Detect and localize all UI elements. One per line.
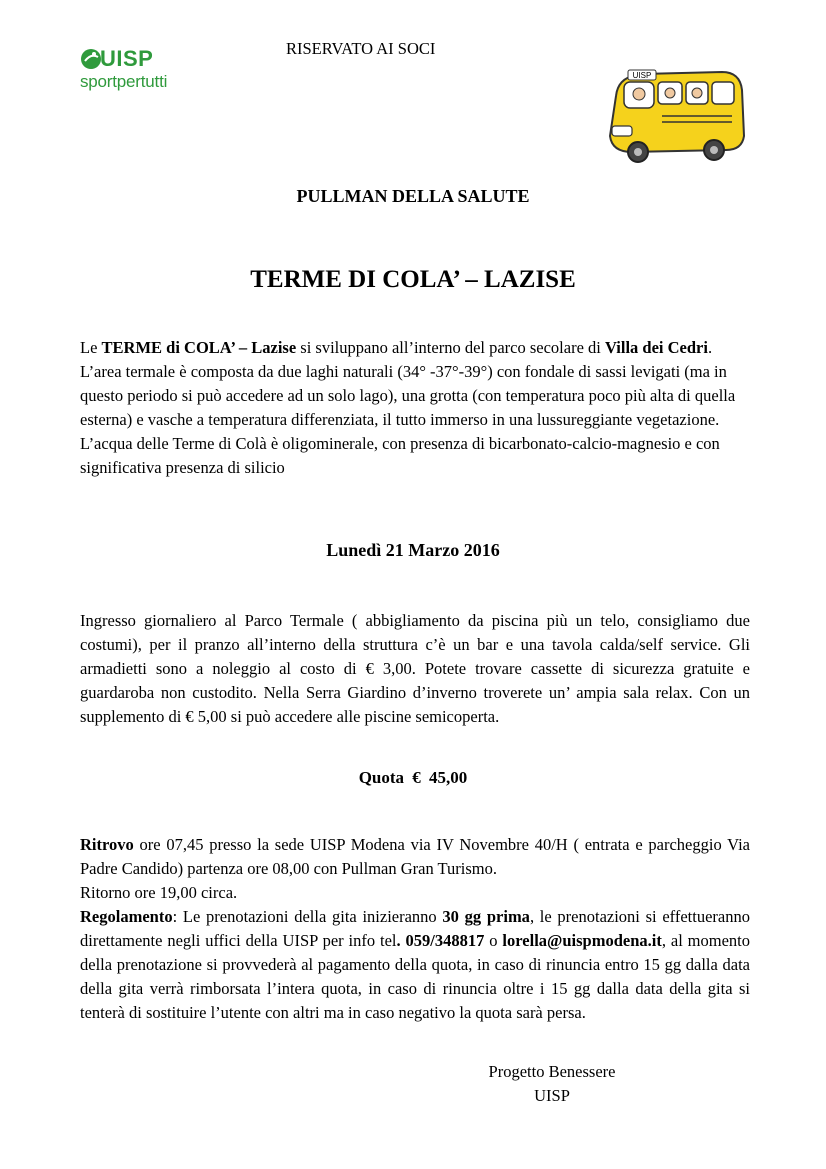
school-bus-icon [602, 66, 748, 166]
ritrovo-label: Ritrovo [80, 835, 134, 854]
rules-text-4: , al momento della prenotazione si provvederà al pagamento della quota, in caso di rinuncia entro 15 gg dalla data della gita verrà rimborsata l’intera quota, in caso di rinuncia oltre i 15 gg dalla data della gita si tenterà di sostituire l’utente con altri ma in caso negativo la quota sarà persa. [80, 931, 751, 1022]
logo-sub-text: sportpertutti [80, 72, 168, 91]
bus-label: UISP [632, 71, 652, 80]
ritrovo-text: ore 07,45 presso la sede UISP Modena via IV Novembre 40/H ( entrata e parcheggio Via Padre Candido) partenza ore 08,00 con Pullman Gran Turismo. [80, 835, 750, 878]
intro-paragraph [80, 336, 750, 480]
rules-text-1: : Le prenotazioni della gita inizieranno [172, 907, 443, 926]
event-date: Lunedì 21 Marzo 2016 [326, 540, 500, 560]
signature-line-1: Progetto Benessere [488, 1062, 616, 1081]
rules-text-2: , le prenotazioni si effettueranno direttamente negli uffici della UISP per info tel [80, 907, 750, 950]
intro-text-1: Le [80, 338, 102, 357]
price-quota: Quota € 45,00 [358, 768, 468, 787]
page-title: TERME DI COLA’ – LAZISE [250, 266, 576, 293]
email-address: lorella@uispmodena.it [502, 931, 662, 950]
rules-text-3: o [484, 931, 503, 950]
rules-bold-1: 30 gg prima [442, 907, 530, 926]
reserved-notice: RISERVATO AI SOCI [286, 39, 436, 58]
return-line: Ritorno ore 19,00 circa. [80, 883, 238, 902]
logo-main-text: UISP [100, 46, 154, 71]
meeting-paragraph [80, 833, 750, 1025]
details-paragraph: Ingresso giornaliero al Parco Termale ( abbigliamento da piscina più un telo, consigliamo due costumi), per il pranzo all’interno della struttura c’è un bar e una tavola calda/self service. Gli armadietti sono a noleggio al costo di € 3,00. Potete trovare cassette di sicurezza gratuite e guardaroba non custodito. Nella Serra Giardino d’inverno troverete un’ ampia sala relax. Con un supplemento di € 5,00 si può accedere alle piscine semicoperta. [80, 611, 750, 726]
uisp-logo [80, 44, 195, 104]
rules-line [80, 905, 750, 1025]
intro-bold-2: Villa dei Cedri [605, 338, 708, 357]
rules-label: Regolamento [80, 907, 173, 926]
subtitle: PULLMAN DELLA SALUTE [296, 186, 530, 206]
intro-text-2: si sviluppano all’interno del parco secolare di [296, 338, 605, 357]
runner-logo-icon [80, 48, 102, 70]
signature-line-2: UISP [534, 1086, 570, 1105]
phone-number: . 059/348817 [396, 931, 485, 950]
signature [472, 1060, 632, 1108]
intro-text-3: . L’area termale è composta da due laghi naturali (34° -37°-39°) con fondale di sassi levigati (ma in questo periodo si può accedere ad un solo lago), una grotta (con temperatura poco più alta di quella esterna) e vasche a temperatura differenziata, il tutto immerso in una lussureggiante vegetazione. L’acqua delle Terme di Colà è oligominerale, con presenza di bicarbonato-calcio-magnesio e con significativa presenza di silicio [80, 338, 736, 477]
ritrovo-line [80, 833, 750, 881]
intro-bold-1: TERME di COLA’ – Lazise [101, 338, 297, 357]
